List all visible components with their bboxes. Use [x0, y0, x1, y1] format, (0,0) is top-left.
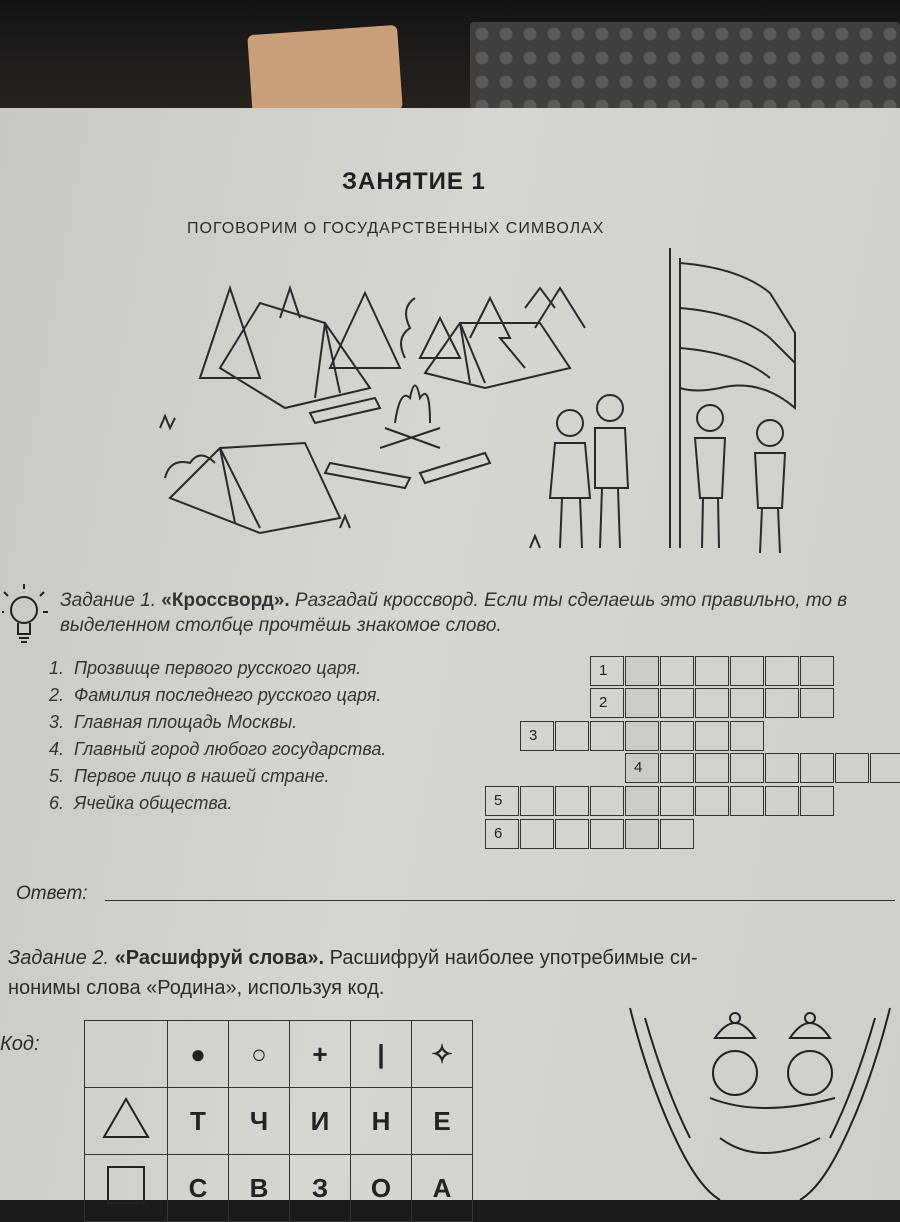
code-letter: З [290, 1155, 351, 1222]
crossword-row-number: 6 [494, 825, 503, 842]
crossword-cell[interactable] [730, 786, 764, 816]
clue-number: 4. [48, 739, 64, 759]
crossword-cell[interactable] [520, 786, 554, 816]
task2-text-line1: Расшифруй наиболее употребимые си- [329, 947, 698, 969]
code-letter: И [290, 1088, 351, 1155]
task1-instruction [60, 588, 890, 638]
code-label: Код: [0, 1033, 40, 1055]
crossword-cell[interactable] [800, 786, 834, 816]
crossword-cell[interactable] [800, 656, 834, 686]
crossword-row-number: 5 [494, 792, 503, 809]
code-corner-cell [85, 1021, 168, 1088]
code-letter: О [351, 1155, 412, 1222]
crossword-cell[interactable] [625, 786, 659, 816]
code-table [84, 1020, 473, 1222]
crossword-cell[interactable] [590, 786, 624, 816]
crossword-cell[interactable] [870, 753, 900, 783]
crossword-cell[interactable] [625, 721, 659, 751]
code-letter: С [168, 1155, 229, 1222]
task1-text: Разгадай кроссворд. Если ты сделаешь это правильно, то в выделенном столбце прочтёшь знакомое слово. [60, 590, 848, 636]
answer-input-line[interactable] [105, 900, 895, 901]
crossword-cell[interactable] [730, 688, 764, 718]
crossword-row-number: 1 [599, 662, 608, 679]
code-letter: Т [168, 1088, 229, 1155]
crossword-cell[interactable] [660, 819, 694, 849]
crossword-cell[interactable] [800, 688, 834, 718]
clue-number: 6. [48, 793, 64, 813]
crossword-cell[interactable] [730, 656, 764, 686]
crossword-cell[interactable] [800, 753, 834, 783]
background-lego-plate [470, 22, 900, 122]
crossword-cell[interactable] [835, 753, 869, 783]
crossword-cell[interactable] [695, 786, 729, 816]
crossword-number-cell [485, 786, 519, 816]
crossword-cell[interactable] [660, 721, 694, 751]
double-headed-eagle-emblem [620, 988, 900, 1200]
code-row [85, 1088, 473, 1155]
crossword-cell[interactable] [695, 688, 729, 718]
crossword-cell[interactable] [555, 721, 589, 751]
crossword-cell[interactable] [625, 656, 659, 686]
code-letter: Е [412, 1088, 473, 1155]
crossword-cell[interactable] [590, 819, 624, 849]
symbol-bar: | [351, 1021, 412, 1088]
crossword-cell[interactable] [555, 786, 589, 816]
crossword-cell[interactable] [625, 688, 659, 718]
crossword-clues [28, 655, 386, 817]
crossword-cell[interactable] [695, 656, 729, 686]
clue-item [28, 736, 386, 763]
task2-text-line2: нонимы слова «Родина», используя код. [8, 977, 385, 999]
clue-item [28, 682, 386, 709]
clue-item [28, 790, 386, 817]
page-title: ЗАНЯТИЕ 1 [342, 168, 486, 195]
crossword-cell[interactable] [765, 688, 799, 718]
clue-number: 5. [48, 766, 64, 786]
worksheet-page [0, 108, 900, 1203]
crossword-row-number: 4 [634, 759, 643, 776]
symbol-filled-circle: ● [168, 1021, 229, 1088]
crossword-cell[interactable] [660, 656, 694, 686]
camp-illustration [140, 248, 820, 578]
clue-item [28, 655, 386, 682]
crossword-cell[interactable] [765, 786, 799, 816]
lightbulb-icon [2, 584, 48, 654]
clue-text: Главная площадь Москвы. [74, 712, 298, 732]
crossword-number-cell [625, 753, 659, 783]
clue-number: 3. [48, 712, 64, 732]
clue-text: Первое лицо в нашей стране. [74, 766, 330, 786]
crossword-cell[interactable] [730, 721, 764, 751]
task1-label: Задание 1. [60, 590, 157, 611]
crossword-row-number: 2 [599, 694, 608, 711]
crossword-cell[interactable] [660, 688, 694, 718]
task2-label: Задание 2. [8, 947, 110, 969]
code-row [85, 1155, 473, 1222]
code-letter: В [229, 1155, 290, 1222]
crossword-number-cell [485, 819, 519, 849]
clue-item [28, 709, 386, 736]
crossword-cell[interactable] [660, 786, 694, 816]
page-subtitle: ПОГОВОРИМ О ГОСУДАРСТВЕННЫХ СИМВОЛАХ [187, 220, 605, 237]
crossword-cell[interactable] [520, 819, 554, 849]
crossword-row-number: 3 [529, 727, 538, 744]
crossword-cell[interactable] [590, 721, 624, 751]
background-toy-block [247, 25, 403, 120]
crossword-cell[interactable] [695, 753, 729, 783]
symbol-empty-circle: ○ [229, 1021, 290, 1088]
task2-name: «Расшифруй слова». [114, 947, 325, 969]
clue-text: Главный город любого государства. [74, 739, 387, 759]
crossword-cell[interactable] [555, 819, 589, 849]
code-letter: Н [351, 1088, 412, 1155]
symbol-star: ✧ [412, 1021, 473, 1088]
triangle-icon [85, 1088, 168, 1155]
clue-text: Прозвище первого русского царя. [74, 658, 362, 678]
symbol-plus: + [290, 1021, 351, 1088]
clue-text: Фамилия последнего русского царя. [74, 685, 382, 705]
crossword-number-cell [590, 688, 624, 718]
crossword-cell[interactable] [765, 656, 799, 686]
crossword-cell[interactable] [695, 721, 729, 751]
crossword-number-cell [590, 656, 624, 686]
clue-number: 1. [48, 658, 64, 678]
code-letter: А [412, 1155, 473, 1222]
code-letter: Ч [229, 1088, 290, 1155]
answer-label: Ответ: [16, 883, 88, 904]
clue-text: Ячейка общества. [74, 793, 233, 813]
crossword-cell[interactable] [660, 753, 694, 783]
crossword-cell[interactable] [730, 753, 764, 783]
clue-number: 2. [48, 685, 64, 705]
crossword-number-cell [520, 721, 554, 751]
crossword-cell[interactable] [765, 753, 799, 783]
square-icon [85, 1155, 168, 1222]
clue-item [28, 763, 386, 790]
code-header-row [85, 1021, 473, 1088]
task1-name: «Кроссворд». [161, 590, 290, 611]
crossword-cell[interactable] [625, 819, 659, 849]
